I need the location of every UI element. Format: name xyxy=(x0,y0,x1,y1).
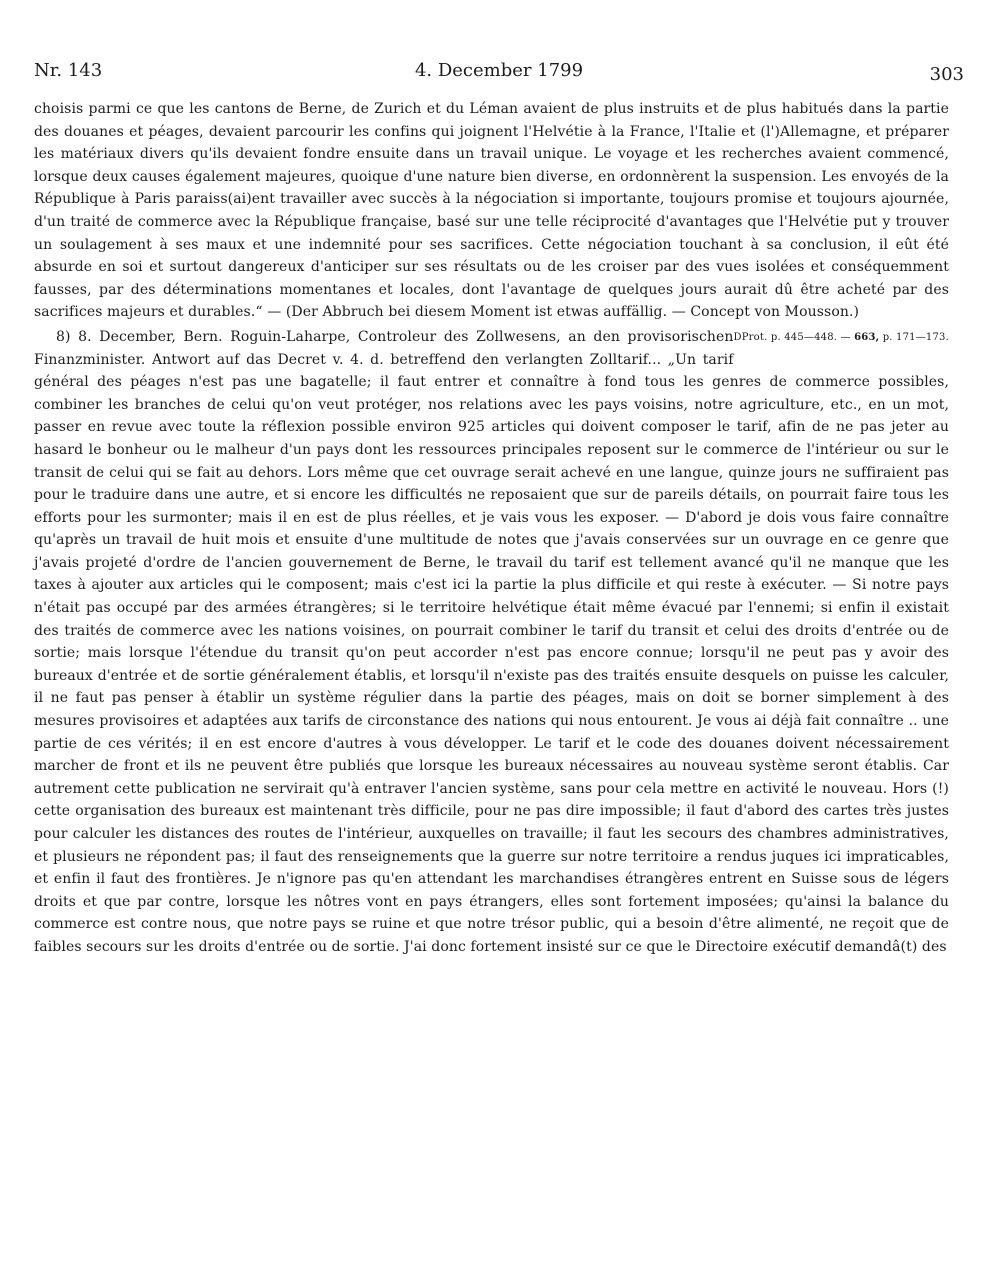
paragraph-continuation xyxy=(34,98,949,343)
source-citation xyxy=(734,327,949,350)
body-text xyxy=(34,98,949,959)
page-header xyxy=(34,60,964,90)
page-number: 303 xyxy=(929,64,964,85)
document-date: 4. December 1799 xyxy=(414,60,584,81)
citation-bold: 663, xyxy=(854,331,880,343)
document-number: Nr. 143 xyxy=(34,60,103,81)
citation-prefix: DProt. p. 445—448. — xyxy=(733,331,851,343)
paragraph-2-text: 8) 8. December, Bern. Roguin-Laharpe, Controleur des Zollwesens, an den provisorischen Finanzminister. Antwort auf das Decret v. 4. d. betreffend den verlangten Zolltarif... „Un tarif général des péages n'est pas une bagatelle; il faut entrer et connaître à fond tous les genres de commerce possibles, combiner les branches de celui qu'on veut protéger, nos relations avec les pays voisins, notre agriculture, etc., en un mot, passer en revue avec toute la réflexion possible environ 925 articles qui doivent composer le tarif, afin de ne pas jeter au hasard le bonheur ou le malheur d'un pays dont les ressources principales reposent sur le commerce de l'intérieur ou sur le transit de celui qui se fait au dehors. Lors même que cet ouvrage serait achevé en une langue, quinze jours ne suffiraient pas pour le traduire dans une autre, et si encore les difficultés ne reposaient que sur de pareils détails, on pourrait faire tous les efforts pour les surmonter; mais il en est de plus réelles, et je vais vous les exposer. — D'abord je dois vous faire connaître qu'après un travail de huit mois et ensuite d'une multitude de notes que j'avais conservées sur un ouvrage en ce genre que j'avais projeté d'ordre de l'ancien gouvernement de Berne, le travail du tarif est tellement avancé qu'il ne manque que les taxes à ajouter aux articles qui le composent; mais c'est ici la partie la plus difficile et qui reste à exécuter. — Si notre pays n'était pas occupé par des armées étrangères; si le territoire helvétique était même évacué par l'ennemi; si enfin il existait des traités de commerce avec les nations voisines, on pourrait combiner le tarif du transit et celui des droits d'entrée ou de sortie; mais lorsque l'étendue du transit qu'on peut accorder n'est pas encore connue; lorsqu'il ne peut pas y avoir des bureaux d'entrée et de sortie généralement établis, et lorsqu'il n'existe pas des traités ensuite desquels on puisse les calculer, il ne faut pas penser à établir un système régulier dans la partie des péages, mais on doit se borner simplement à des mesures provisoires et adaptées aux tarifs de circonstance des nations qui nous entourent. Je vous ai déjà fait connaître .. une partie de ces vérités; il en est encore d'autres à vous développer. Le tarif et le code des douanes doivent nécessairement marcher de front et ils ne peuvent être publiés que lorsque les bureaux nécessaires au nouveau système seront établis. Car autrement cette publication ne servirait qu'à entraver l'ancien système, sans pour cela mettre en activité le nouveau. Hors (!) cette organisation des bureaux est maintenant très difficile, pour ne pas dire impossible; il faut d'abord des cartes très justes pour calculer les distances des routes de l'intérieur, auxquelles on travaille; il faut les secours des chambres administratives, et plusieurs ne répondent pas; il faut des renseignements que la guerre sur notre territoire a rendus juques ici impraticables, et enfin il faut des frontières. Je n'ignore pas qu'en attendant les marchandises étrangères entrent en Suisse sous de légers droits et que par contre, lorsque les nôtres vont en pays étrangers, elles sont fortement imposées; qu'ainsi la balance du commerce est contre nous, que notre pays se ruine et que notre trésor public, qui a besoin d'être alimenté, ne reçoit que de faibles secours sur les droits d'entrée ou de sortie. J'ai donc fortement insisté sur ce que le Directoire exécutif demandâ(t) des xyxy=(34,328,949,955)
paragraph-item-8 xyxy=(34,326,949,959)
paragraph-1-text: choisis parmi ce que les cantons de Berne, de Zurich et du Léman avaient de plus instruits et de plus habitués dans la partie des douanes et péages, devaient parcourir les confins qui joignent l'Helvétie à la France, l'Italie et (l')Allemagne, et préparer les matériaux divers qu'ils devaient fondre ensuite dans un travail unique. Le voyage et les recherches avaient commencé, lorsque deux causes également majeures, quoique d'une nature bien diverse, en ordonnèrent la suspension. Les envoyés de la République à Paris paraiss(ai)ent travailler avec succès à la négociation si importante, toujours promise et toujours ajournée, d'un traité de commerce avec la République française, basé sur une telle réciprocité d'avantages que l'Helvétie put y trouver un soulagement à ses maux et une indemnité pour ses sacrifices. Cette négociation touchant à sa conclusion, il eût été absurde en soi et surtout dangereux d'anticiper sur ses résultats ou de les croiser par des vues isolées et conséquemment fausses, par des déterminations momentanes et locales, dont l'avantage de quelques jours aurait dû être acheté par des sacrifices majeurs et durables.“ — (Der Abbruch bei diesem Moment ist etwas auffällig. — Concept von Mousson.) xyxy=(34,101,949,321)
citation-suffix: p. 171—173. xyxy=(882,331,949,343)
